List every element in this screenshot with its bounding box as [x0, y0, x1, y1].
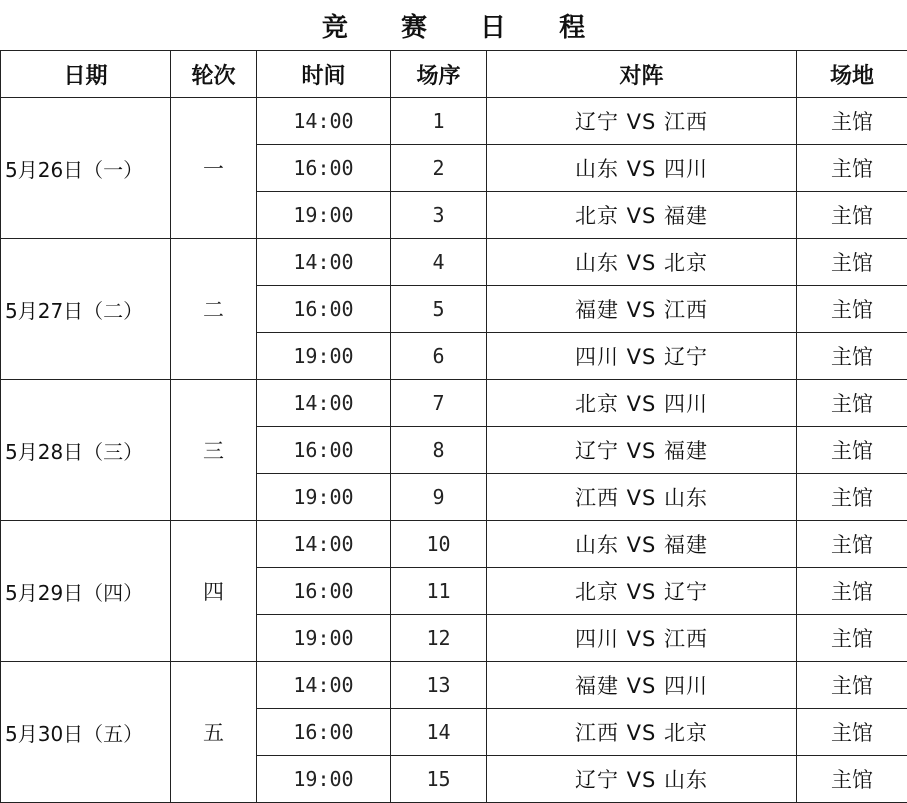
- match-cell: 四川 VS 江西: [487, 615, 797, 662]
- page-title: 竞 赛 日 程: [0, 0, 907, 50]
- seq-cell: 9: [391, 474, 487, 521]
- header-date: 日期: [1, 51, 171, 98]
- venue-cell: 主馆: [797, 568, 907, 615]
- venue-cell: 主馆: [797, 474, 907, 521]
- header-match: 对阵: [487, 51, 797, 98]
- time-cell: 14:00: [257, 380, 391, 427]
- match-cell: 北京 VS 四川: [487, 380, 797, 427]
- time-cell: 16:00: [257, 286, 391, 333]
- schedule-table: [0, 50, 907, 803]
- venue-cell: 主馆: [797, 427, 907, 474]
- venue-cell: 主馆: [797, 615, 907, 662]
- venue-cell: 主馆: [797, 145, 907, 192]
- schedule-body: [1, 98, 907, 803]
- match-cell: 江西 VS 山东: [487, 474, 797, 521]
- round-cell: 二: [171, 239, 257, 380]
- header-seq: 场序: [391, 51, 487, 98]
- venue-cell: 主馆: [797, 286, 907, 333]
- seq-cell: 10: [391, 521, 487, 568]
- round-cell: 四: [171, 521, 257, 662]
- match-cell: 山东 VS 福建: [487, 521, 797, 568]
- time-cell: 14:00: [257, 521, 391, 568]
- date-cell: 5月30日（五）: [1, 662, 171, 803]
- time-cell: 14:00: [257, 662, 391, 709]
- match-cell: 辽宁 VS 江西: [487, 98, 797, 145]
- seq-cell: 14: [391, 709, 487, 756]
- time-cell: 19:00: [257, 756, 391, 803]
- match-cell: 北京 VS 福建: [487, 192, 797, 239]
- seq-cell: 8: [391, 427, 487, 474]
- venue-cell: 主馆: [797, 333, 907, 380]
- seq-cell: 12: [391, 615, 487, 662]
- seq-cell: 4: [391, 239, 487, 286]
- venue-cell: 主馆: [797, 98, 907, 145]
- time-cell: 16:00: [257, 709, 391, 756]
- venue-cell: 主馆: [797, 709, 907, 756]
- table-row: [1, 239, 907, 286]
- venue-cell: 主馆: [797, 662, 907, 709]
- date-cell: 5月29日（四）: [1, 521, 171, 662]
- round-cell: 三: [171, 380, 257, 521]
- match-cell: 山东 VS 北京: [487, 239, 797, 286]
- time-cell: 19:00: [257, 192, 391, 239]
- seq-cell: 13: [391, 662, 487, 709]
- date-cell: 5月27日（二）: [1, 239, 171, 380]
- match-cell: 福建 VS 江西: [487, 286, 797, 333]
- seq-cell: 15: [391, 756, 487, 803]
- time-cell: 19:00: [257, 474, 391, 521]
- seq-cell: 5: [391, 286, 487, 333]
- table-row: [1, 380, 907, 427]
- time-cell: 14:00: [257, 239, 391, 286]
- seq-cell: 6: [391, 333, 487, 380]
- match-cell: 辽宁 VS 山东: [487, 756, 797, 803]
- match-cell: 福建 VS 四川: [487, 662, 797, 709]
- match-cell: 四川 VS 辽宁: [487, 333, 797, 380]
- venue-cell: 主馆: [797, 756, 907, 803]
- venue-cell: 主馆: [797, 239, 907, 286]
- time-cell: 16:00: [257, 145, 391, 192]
- header-time: 时间: [257, 51, 391, 98]
- time-cell: 16:00: [257, 568, 391, 615]
- match-cell: 江西 VS 北京: [487, 709, 797, 756]
- venue-cell: 主馆: [797, 380, 907, 427]
- venue-cell: 主馆: [797, 192, 907, 239]
- date-cell: 5月26日（一）: [1, 98, 171, 239]
- time-cell: 16:00: [257, 427, 391, 474]
- table-row: [1, 521, 907, 568]
- time-cell: 14:00: [257, 98, 391, 145]
- round-cell: 一: [171, 98, 257, 239]
- venue-cell: 主馆: [797, 521, 907, 568]
- time-cell: 19:00: [257, 333, 391, 380]
- seq-cell: 2: [391, 145, 487, 192]
- header-row: [1, 51, 907, 98]
- table-row: [1, 98, 907, 145]
- match-cell: 北京 VS 辽宁: [487, 568, 797, 615]
- seq-cell: 7: [391, 380, 487, 427]
- header-round: 轮次: [171, 51, 257, 98]
- match-cell: 辽宁 VS 福建: [487, 427, 797, 474]
- header-venue: 场地: [797, 51, 907, 98]
- seq-cell: 3: [391, 192, 487, 239]
- seq-cell: 1: [391, 98, 487, 145]
- date-cell: 5月28日（三）: [1, 380, 171, 521]
- table-row: [1, 662, 907, 709]
- time-cell: 19:00: [257, 615, 391, 662]
- round-cell: 五: [171, 662, 257, 803]
- match-cell: 山东 VS 四川: [487, 145, 797, 192]
- seq-cell: 11: [391, 568, 487, 615]
